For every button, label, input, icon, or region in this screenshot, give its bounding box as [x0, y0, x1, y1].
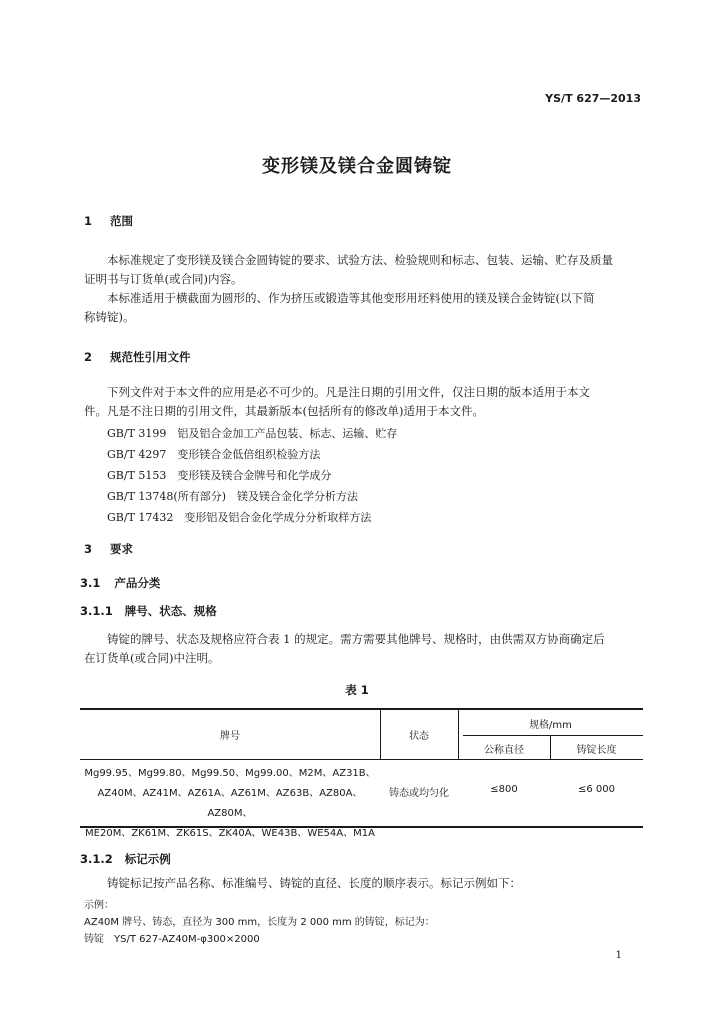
paragraph [84, 251, 613, 289]
grade-line: Mg99.95、Mg99.80、Mg99.50、Mg99.00、M2M、AZ31B、 [84, 768, 376, 779]
example-line: AZ40M 牌号、铸态，直径为 300 mm，长度为 2 000 mm 的铸锭，标记为： [84, 917, 435, 928]
header-spec: 规格/mm [529, 720, 572, 731]
section-title: 要求 [110, 542, 133, 556]
table-1 [80, 708, 643, 839]
table-header-separator [80, 759, 643, 760]
paragraph [84, 289, 594, 327]
page-number: 1 [615, 950, 622, 961]
table-caption: 表 1 [345, 683, 369, 697]
reference-item: GB/T 17432 变形铝及铝合金化学成分分析取样方法 [107, 511, 372, 524]
reference-item: GB/T 3199 铝及铝合金加工产品包装、标志、运输、贮存 [107, 427, 398, 440]
section-3-1-2-heading [80, 851, 171, 867]
cell-grades [80, 764, 380, 844]
document-title: 变形镁及镁合金圆铸锭 [262, 156, 452, 177]
example-label: 示例： [84, 900, 114, 911]
section-3-1-heading [80, 575, 160, 591]
paragraph: 铸锭标记按产品名称、标准编号、铸锭的直径、长度的顺序表示。标记示例如下： [107, 876, 521, 890]
paragraph-line: 下列文件对于本文件的应用是必不可少的。凡是注日期的引用文件，仅注日期的版本适用于本文 [107, 385, 590, 399]
header-grade: 牌号 [220, 731, 240, 742]
reference-item: GB/T 5153 变形镁及镁合金牌号和化学成分 [107, 469, 332, 482]
header-length: 铸锭长度 [576, 745, 617, 756]
header-diameter: 公称直径 [484, 745, 524, 756]
paragraph-line: 本标准适用于横截面为圆形的、作为挤压或锻造等其他变形用坯料使用的镁及镁合金铸锭(以下简 [107, 291, 595, 305]
cell-diameter: ≤800 [490, 784, 518, 795]
reference-item: GB/T 4297 变形镁合金低倍组织检验方法 [107, 448, 321, 461]
section-title: 范围 [110, 214, 133, 228]
paragraph-line: 铸锭的牌号、状态及规格应符合表 1 的规定。需方需要其他牌号、规格时，由供需双方协商确定后 [107, 632, 605, 646]
paragraph-line: 称铸锭)。 [84, 310, 135, 324]
paragraph [84, 383, 590, 421]
standard-code: YS/T 627—2013 [545, 92, 641, 105]
section-title: 牌号、状态、规格 [124, 604, 217, 618]
section-number: 3.1 [80, 576, 101, 590]
section-3-heading [84, 541, 133, 557]
example-mark: 铸锭 YS/T 627-AZ40M-φ300×2000 [84, 934, 260, 945]
paragraph-line: 件。凡是不注日期的引用文件，其最新版本(包括所有的修改单)适用于本文件。 [84, 404, 484, 418]
header-state: 状态 [409, 731, 429, 742]
section-number: 3.1.1 [80, 604, 113, 618]
grade-line: AZ40M、AZ41M、AZ61A、AZ61M、AZ63B、AZ80A、AZ80M、 [97, 788, 363, 819]
section-number: 3.1.2 [80, 852, 113, 866]
cell-length: ≤6 000 [577, 784, 615, 795]
section-title: 标记示例 [124, 852, 171, 866]
paragraph [84, 630, 605, 668]
section-title: 产品分类 [114, 576, 161, 590]
section-3-1-1-heading [80, 603, 217, 619]
table-spec-separator [463, 735, 643, 736]
paragraph-line: 证明书与订货单(或合同)内容。 [84, 272, 243, 286]
paragraph-line: 在订货单(或合同)中注明。 [84, 651, 220, 665]
grade-line: ME20M、ZK61M、ZK61S、ZK40A、WE43B、WE54A、M1A [85, 828, 375, 839]
section-number: 3 [84, 542, 93, 556]
section-1-heading [84, 213, 133, 229]
paragraph-line: 本标准规定了变形镁及镁合金圆铸锭的要求、试验方法、检验规则和标志、包装、运输、贮存及质量 [107, 253, 613, 267]
section-2-heading [84, 349, 191, 365]
section-number: 2 [84, 350, 93, 364]
section-number: 1 [84, 214, 93, 228]
reference-item: GB/T 13748(所有部分) 镁及镁合金化学分析方法 [107, 490, 358, 503]
section-title: 规范性引用文件 [110, 350, 191, 364]
cell-state: 铸态或均匀化 [389, 788, 449, 799]
